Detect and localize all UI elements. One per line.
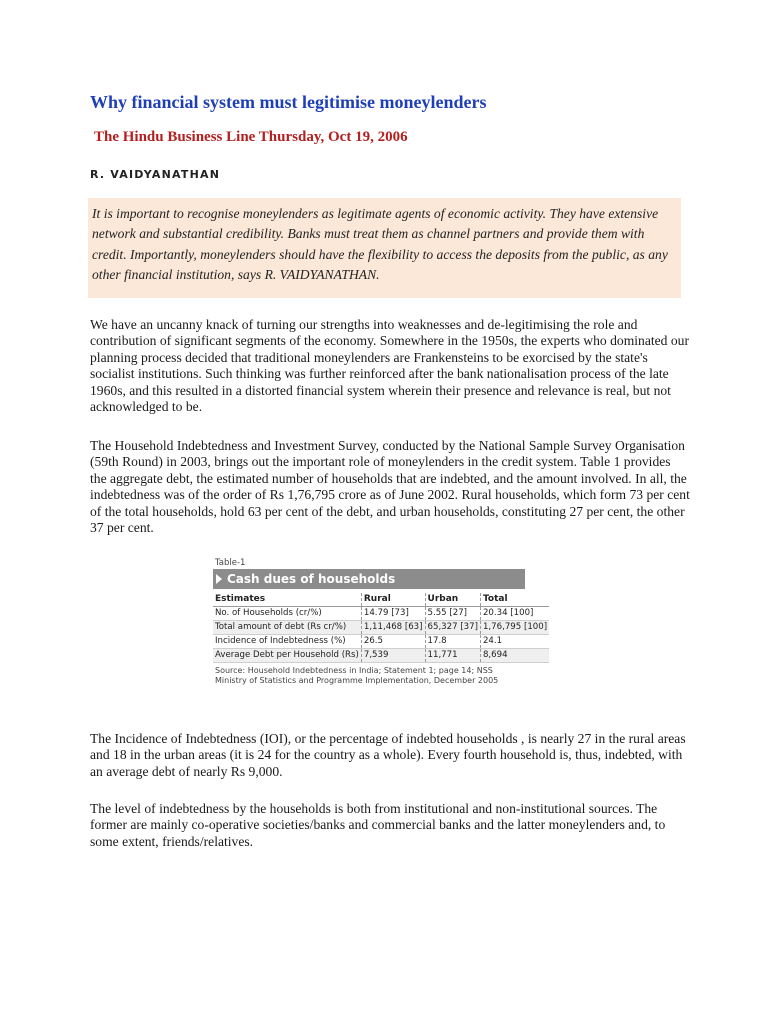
table-heading: Cash dues of households: [213, 569, 525, 589]
article-title: Why financial system must legitimise moneylenders: [90, 92, 487, 112]
table-row: [213, 648, 549, 662]
paragraph-2: The Household Indebtedness and Investment Survey, conducted by the National Sample Survey Organisation (59th Round) in 2003, brings out the important role of moneylenders in the credit system. Table 1 provides the aggregate debt, the estimated number of households that are indebted, and the amount involved. In all, the indebtedness was of the order of Rs 1,76,795 crore as of June 2002. Rural households, which form 73 per cent of the total households, hold 63 per cent of the debt, and urban households, constituting 27 per cent, the other 37 per cent.: [90, 438, 690, 536]
data-table: [213, 593, 549, 663]
table-cell: 20.34 [100]: [480, 606, 549, 620]
column-header: Total: [480, 593, 549, 606]
article-source: The Hindu Business Line Thursday, Oct 19, 2006: [94, 129, 408, 145]
table-cell: Incidence of Indebtedness (%): [213, 634, 361, 648]
column-header: Urban: [425, 593, 480, 606]
table-cell: 5.55 [27]: [425, 606, 480, 620]
table-cell: 26.5: [361, 634, 425, 648]
table-cell: 7,539: [361, 648, 425, 662]
table-cell: 14.79 [73]: [361, 606, 425, 620]
paragraph-3: The Incidence of Indebtedness (IOI), or the percentage of indebted households , is nearly 27 in the rural areas and 18 in the urban areas (it is 24 for the country as a whole). Every fourth household is, thus, indebted, with an average debt of nearly Rs 9,000.: [90, 731, 686, 779]
table-source-note: Source: Household Indebtedness in India; Statement 1; page 14; NSS Ministry of Statistics and Programme Implementation, December 2005: [215, 665, 499, 685]
table-cell: 65,327 [37]: [425, 620, 480, 634]
table-cell: 1,76,795 [100]: [480, 620, 549, 634]
table-figure: [213, 557, 548, 713]
paragraph-4: The level of indebtedness by the households is both from institutional and non-institutional sources. The former are mainly co-operative societies/banks and commercial banks and the latter moneylenders and, to some extent, friends/relatives.: [90, 801, 666, 849]
table-cell: 17.8: [425, 634, 480, 648]
table-row: [213, 606, 549, 620]
table-cell: Average Debt per Household (Rs): [213, 648, 361, 662]
table-row: [213, 620, 549, 634]
table-cell: 11,771: [425, 648, 480, 662]
table-cell: 24.1: [480, 634, 549, 648]
column-header: Rural: [361, 593, 425, 606]
table-cell: 8,694: [480, 648, 549, 662]
table-cell: 1,11,468 [63]: [361, 620, 425, 634]
paragraph-1: We have an uncanny knack of turning our strengths into weaknesses and de-legitimising the role and contribution of significant segments of the economy. Somewhere in the 1950s, the experts who dominated our planning process decided that traditional moneylenders are Frankensteins to be exorcised by the state's socialist institutions. Such thinking was further reinforced after the bank nationalisation process of the late 1960s, and this resulted in a distorted financial system wherein their presence and relevance is real, but not acknowledged to be.: [90, 317, 690, 415]
column-header: Estimates: [213, 593, 361, 606]
table-cell: No. of Households (cr/%): [213, 606, 361, 620]
article-author: R. VAIDYANATHAN: [90, 168, 221, 181]
table-header-row: [213, 593, 549, 606]
table-row: [213, 634, 549, 648]
article-abstract: It is important to recognise moneylenders as legitimate agents of economic activity. They have extensive network and substantial credibility. Banks must treat them as channel partners and provide them with credit. Importantly, moneylenders should have the flexibility to access the deposits from the public, as any other financial institution, says R. VAIDYANATHAN.: [88, 198, 681, 298]
table-tag: Table-1: [215, 558, 246, 568]
table-cell: Total amount of debt (Rs cr/%): [213, 620, 361, 634]
